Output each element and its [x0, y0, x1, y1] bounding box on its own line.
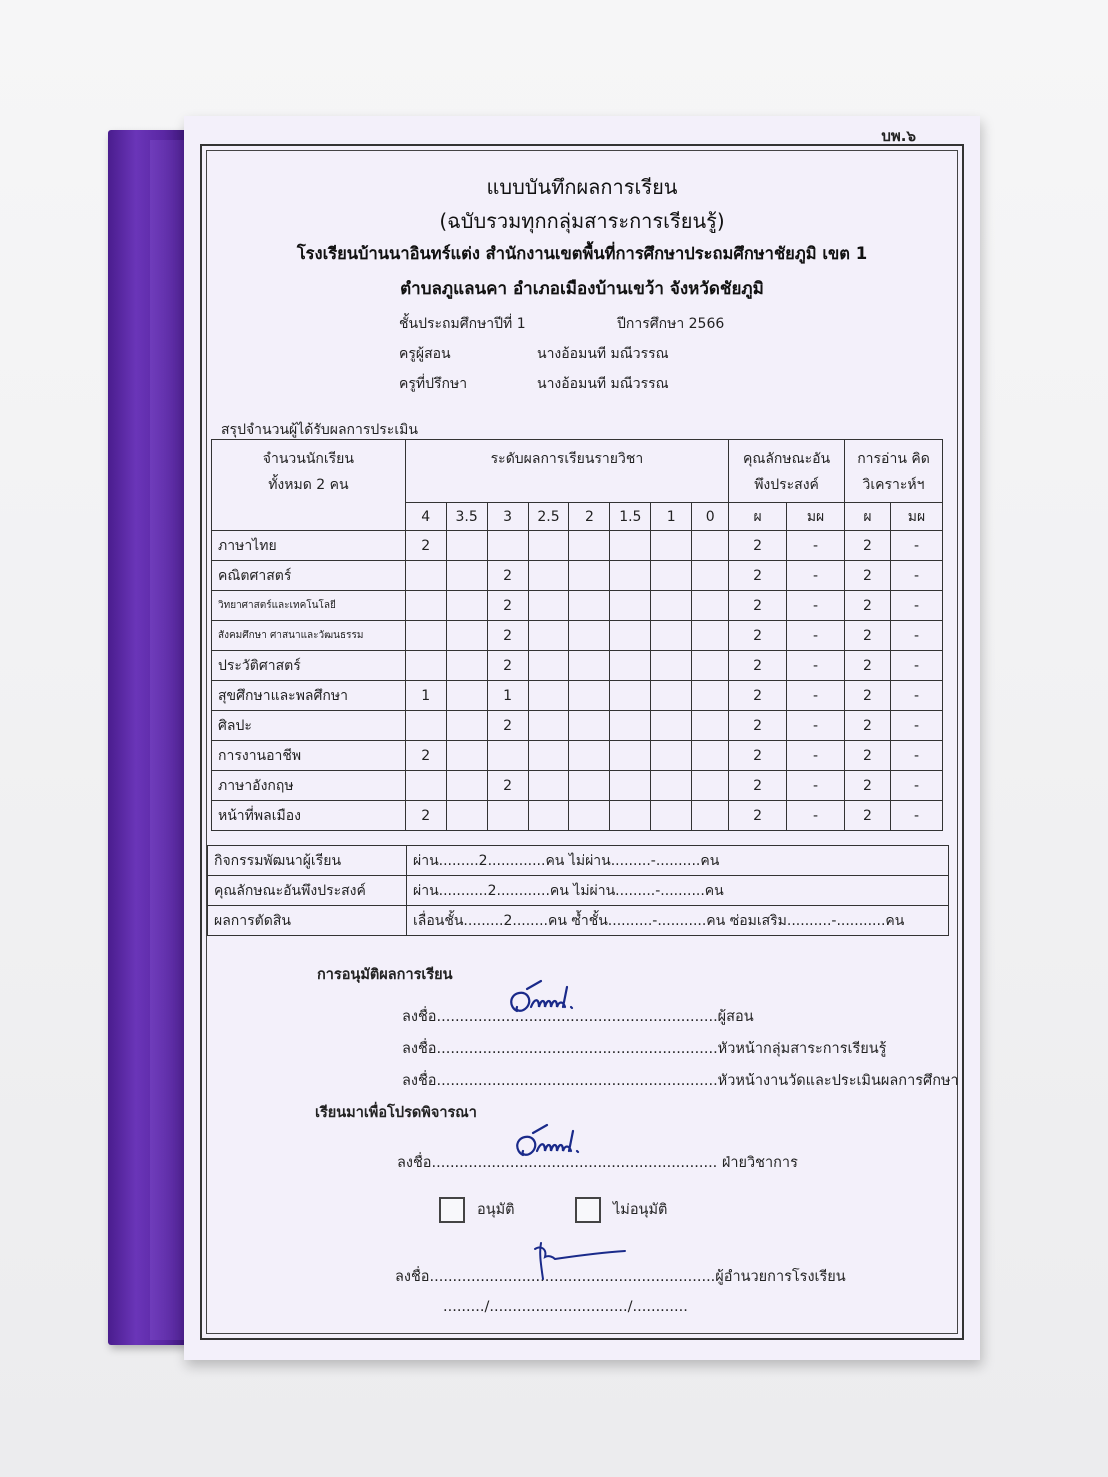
summary-table	[207, 845, 949, 936]
grade-cell	[528, 531, 569, 561]
grade-cell: -	[787, 591, 845, 621]
grade-cell: 2	[729, 741, 787, 771]
grade-cell	[610, 651, 651, 681]
grade-cell: -	[787, 531, 845, 561]
grade-cell	[528, 591, 569, 621]
teacher-name: นางอ้อมนที มณีวรรณ	[537, 346, 669, 362]
characteristics-header: คุณลักษณะอัน พึงประสงค์	[729, 440, 845, 503]
result-row	[208, 906, 949, 936]
page-frame	[200, 144, 964, 1340]
form-subtitle: (ฉบับรวมทุกกลุ่มสาระการเรียนรู้)	[439, 209, 725, 233]
grade-cell	[692, 621, 729, 651]
grade-cell	[405, 591, 446, 621]
grade-cell: 2	[845, 591, 891, 621]
grade-level: ชั้นประถมศึกษาปีที่ 1	[399, 316, 526, 332]
grade-cell	[405, 561, 446, 591]
grade-cell	[651, 771, 692, 801]
grade-cell	[569, 651, 610, 681]
grade-cell: -	[787, 651, 845, 681]
grade-cell: -	[890, 531, 942, 561]
grade-cell: 2	[487, 651, 528, 681]
grade-cell	[528, 561, 569, 591]
reject-checkbox[interactable]	[575, 1197, 601, 1223]
grade-cell	[692, 561, 729, 591]
grade-cell	[569, 741, 610, 771]
grade-cell	[651, 741, 692, 771]
grade-cell: 2	[405, 741, 446, 771]
grade-cell	[692, 741, 729, 771]
grade-level-header: 1	[651, 503, 692, 531]
grade-level-header: 3.5	[446, 503, 487, 531]
grade-cell	[610, 681, 651, 711]
grade-cell	[487, 801, 528, 831]
grade-cell	[487, 531, 528, 561]
grade-cell: -	[890, 801, 942, 831]
grade-cell: 2	[487, 561, 528, 591]
grade-cell	[651, 711, 692, 741]
grade-cell: -	[890, 681, 942, 711]
binder-fold	[150, 140, 188, 1340]
grade-cell	[528, 681, 569, 711]
academic-year: ปีการศึกษา 2566	[617, 316, 725, 332]
grade-cell: -	[890, 711, 942, 741]
activity-label: กิจกรรมพัฒนาผู้เรียน	[208, 846, 407, 876]
grade-cell: 2	[845, 681, 891, 711]
teacher-label: ครูผู้สอน	[399, 346, 451, 362]
director-signature	[525, 1235, 645, 1285]
grade-cell	[446, 801, 487, 831]
grade-cell: 2	[729, 681, 787, 711]
record-sheet	[184, 116, 980, 1360]
grade-header: ระดับผลการเรียนรายวิชา	[405, 440, 728, 503]
subject-name: คณิตศาสตร์	[212, 561, 406, 591]
grade-cell	[610, 801, 651, 831]
grade-cell	[446, 561, 487, 591]
grade-cell: -	[787, 771, 845, 801]
table-row	[212, 771, 943, 801]
grade-cell: -	[787, 741, 845, 771]
grade-cell: 1	[405, 681, 446, 711]
subject-name: สังคมศึกษา ศาสนาและวัฒนธรรม	[212, 621, 406, 651]
activity-value: ผ่าน.........2.............คน ไม่ผ่าน.........-..........คน	[407, 846, 949, 876]
grade-cell	[692, 651, 729, 681]
grade-cell	[446, 591, 487, 621]
head-signature-line: ลงชื่อ.............................................................หัวหน้ากลุ่มสาระการเรียนรู้	[402, 1041, 887, 1057]
grade-cell	[446, 711, 487, 741]
grade-cell	[446, 741, 487, 771]
propose-heading: เรียนมาเพื่อโปรดพิจารณา	[315, 1105, 477, 1121]
grade-cell: -	[890, 621, 942, 651]
academic-signature-line: ลงชื่อ.............................................................. ฝ่ายวิชาการ	[397, 1155, 798, 1171]
grade-cell: 2	[487, 621, 528, 651]
subject-name: สุขศึกษาและพลศึกษา	[212, 681, 406, 711]
grade-cell: 2	[729, 801, 787, 831]
grade-cell: 2	[845, 561, 891, 591]
table-row	[212, 801, 943, 831]
grade-cell	[610, 561, 651, 591]
grade-cell	[569, 561, 610, 591]
grade-cell	[528, 711, 569, 741]
subject-name: ภาษาอังกฤษ	[212, 771, 406, 801]
grade-cell: -	[890, 651, 942, 681]
grade-cell	[610, 591, 651, 621]
grade-cell	[487, 741, 528, 771]
school-address: ตำบลภูแลนคา อำเภอเมืองบ้านเขว้า จังหวัดชัยภูมิ	[400, 279, 764, 299]
grade-level-header: 4	[405, 503, 446, 531]
grade-cell	[446, 531, 487, 561]
grade-cell	[651, 621, 692, 651]
grade-cell: 2	[729, 711, 787, 741]
grade-cell: 2	[729, 561, 787, 591]
grade-cell: -	[787, 561, 845, 591]
grade-level-header: 2	[569, 503, 610, 531]
grade-cell	[610, 621, 651, 651]
grades-table	[211, 439, 943, 831]
subject-name: วิทยาศาสตร์และเทคโนโลยี	[212, 591, 406, 621]
director-signature-line: ลงชื่อ..............................................................ผู้อำนวยการโรงเรียน	[395, 1269, 846, 1285]
grade-cell: -	[787, 711, 845, 741]
approve-option[interactable]: อนุมัติ	[439, 1197, 515, 1223]
grade-cell	[446, 621, 487, 651]
grade-level-header: 1.5	[610, 503, 651, 531]
grade-cell: 2	[729, 771, 787, 801]
grade-cell: 2	[845, 711, 891, 741]
summary-label: สรุปจำนวนผู้ได้รับผลการประเมิน	[221, 422, 418, 438]
table-row	[212, 651, 943, 681]
grade-level-header: 3	[487, 503, 528, 531]
grade-cell	[569, 711, 610, 741]
pass-status-header: ผ	[729, 503, 787, 531]
grade-cell	[405, 771, 446, 801]
grade-cell	[651, 591, 692, 621]
grade-cell	[651, 561, 692, 591]
grade-cell	[651, 651, 692, 681]
grade-cell: 2	[487, 711, 528, 741]
grade-cell: 2	[845, 621, 891, 651]
grade-cell	[405, 621, 446, 651]
school-name: โรงเรียนบ้านนาอินทร์แต่ง สำนักงานเขตพื้นที่การศึกษาประถมศึกษาชัยภูมิ เขต 1	[296, 244, 868, 263]
grade-cell: 2	[729, 531, 787, 561]
grade-cell: 2	[845, 741, 891, 771]
grade-cell	[569, 681, 610, 711]
grade-cell: -	[787, 621, 845, 651]
grade-cell	[446, 651, 487, 681]
grade-cell: 2	[845, 651, 891, 681]
reject-option[interactable]: ไม่อนุมัติ	[575, 1197, 667, 1223]
teacher-signature	[505, 977, 615, 1021]
grade-cell: 2	[487, 771, 528, 801]
table-row	[212, 591, 943, 621]
grade-cell	[569, 531, 610, 561]
grade-cell	[569, 801, 610, 831]
grade-cell	[528, 621, 569, 651]
grade-cell: 2	[845, 771, 891, 801]
subject-name: ประวัติศาสตร์	[212, 651, 406, 681]
grade-cell: 2	[729, 591, 787, 621]
grade-level-header: 0	[692, 503, 729, 531]
grade-cell: 1	[487, 681, 528, 711]
table-row	[212, 621, 943, 651]
table-row	[212, 681, 943, 711]
approval-heading: การอนุมัติผลการเรียน	[317, 967, 453, 983]
grade-cell	[651, 681, 692, 711]
advisor-name: นางอ้อมนที มณีวรรณ	[537, 376, 669, 392]
grade-cell	[528, 741, 569, 771]
table-row	[212, 711, 943, 741]
grade-cell	[610, 531, 651, 561]
grade-cell	[610, 711, 651, 741]
characteristics-row	[208, 876, 949, 906]
grade-cell	[569, 771, 610, 801]
grade-cell	[651, 801, 692, 831]
grade-cell	[528, 651, 569, 681]
grade-cell	[569, 621, 610, 651]
activity-row	[208, 846, 949, 876]
grade-cell	[692, 591, 729, 621]
grade-cell: -	[890, 561, 942, 591]
academic-signature	[511, 1121, 621, 1165]
approve-checkbox[interactable]	[439, 1197, 465, 1223]
grade-cell	[651, 531, 692, 561]
pass-status-header: ผ	[845, 503, 891, 531]
grade-cell	[405, 711, 446, 741]
result-value: เลื่อนชั้น.........2........คน ซ้ำชั้น..........-...........คน ซ่อมเสริม..........-...........คน	[407, 906, 949, 936]
subject-name: ศิลปะ	[212, 711, 406, 741]
grade-cell: -	[890, 741, 942, 771]
reading-header: การอ่าน คิด วิเคราะห์ฯ	[845, 440, 943, 503]
grade-cell	[692, 771, 729, 801]
grade-cell: -	[890, 771, 942, 801]
evaluation-signature-line: ลงชื่อ.............................................................หัวหน้างานวัดและประเมินผลการศึกษา	[402, 1073, 959, 1089]
grade-cell	[528, 801, 569, 831]
grade-cell: -	[787, 681, 845, 711]
grade-cell: -	[787, 801, 845, 831]
grade-cell	[692, 801, 729, 831]
table-row	[212, 741, 943, 771]
grade-cell: -	[890, 591, 942, 621]
grade-cell: 2	[845, 801, 891, 831]
subject-name: หน้าที่พลเมือง	[212, 801, 406, 831]
grade-cell: 2	[729, 621, 787, 651]
grade-cell	[692, 711, 729, 741]
page-frame-inner	[206, 150, 958, 1334]
subject-name: ภาษาไทย	[212, 531, 406, 561]
pass-status-header: มผ	[787, 503, 845, 531]
grade-cell	[405, 651, 446, 681]
students-header: จำนวนนักเรียน ทั้งหมด 2 คน	[212, 440, 406, 531]
table-row	[212, 561, 943, 591]
grade-cell: 2	[729, 651, 787, 681]
date-line: ........./............................../............	[443, 1299, 688, 1315]
grade-cell	[446, 771, 487, 801]
grade-cell	[446, 681, 487, 711]
form-title: แบบบันทึกผลการเรียน	[486, 175, 678, 199]
grade-level-header: 2.5	[528, 503, 569, 531]
grade-cell	[569, 591, 610, 621]
grade-cell	[692, 681, 729, 711]
characteristics-label: คุณลักษณะอันพึงประสงค์	[208, 876, 407, 906]
grade-cell: 2	[405, 531, 446, 561]
pass-status-header: มผ	[890, 503, 942, 531]
grade-cell	[610, 741, 651, 771]
grade-cell	[610, 771, 651, 801]
grade-cell	[528, 771, 569, 801]
subject-name: การงานอาชีพ	[212, 741, 406, 771]
table-row	[212, 531, 943, 561]
teacher-signature-line: ลงชื่อ.............................................................ผู้สอน	[402, 1009, 754, 1025]
grade-cell	[692, 531, 729, 561]
result-label: ผลการตัดสิน	[208, 906, 407, 936]
form-code: บพ.๖	[881, 127, 916, 145]
grade-cell: 2	[487, 591, 528, 621]
grade-cell: 2	[405, 801, 446, 831]
grade-cell: 2	[845, 531, 891, 561]
advisor-label: ครูที่ปรึกษา	[399, 376, 468, 392]
characteristics-value: ผ่าน...........2............คน ไม่ผ่าน.........-..........คน	[407, 876, 949, 906]
